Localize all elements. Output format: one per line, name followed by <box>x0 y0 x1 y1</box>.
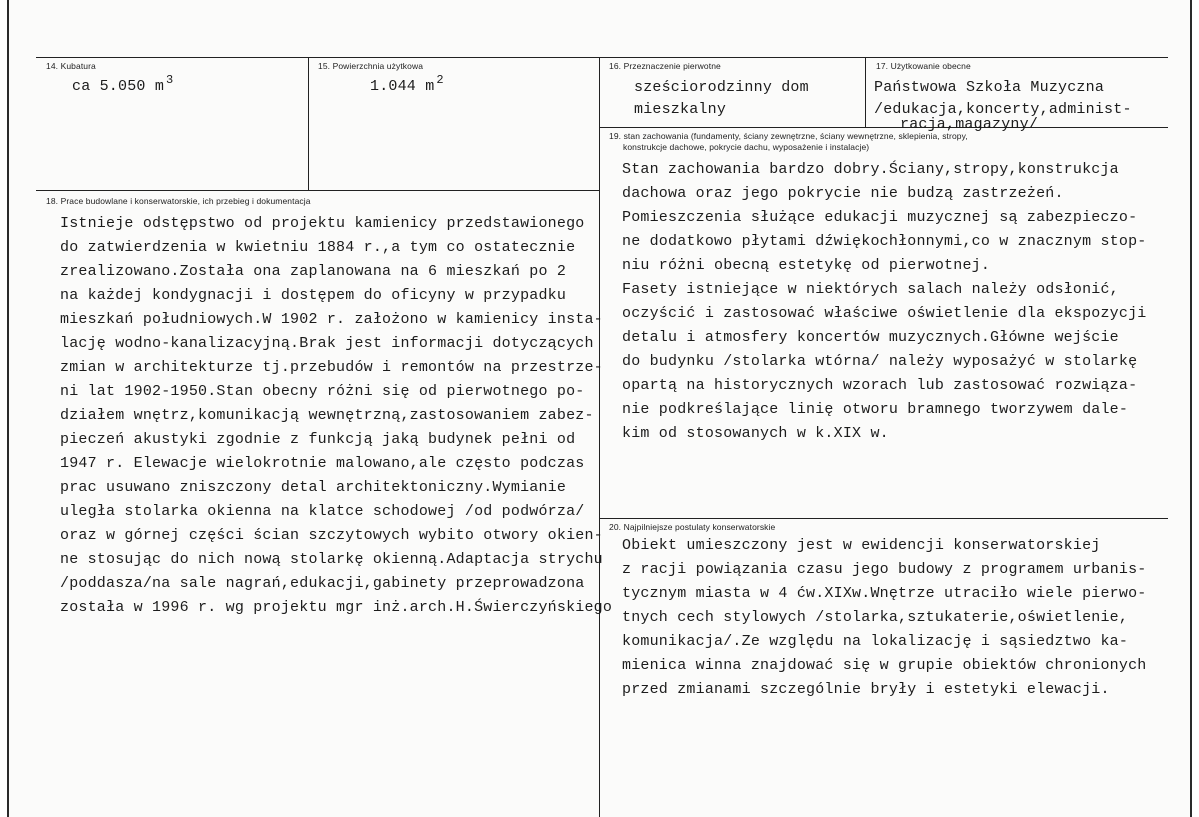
rule-above-20 <box>599 518 1168 519</box>
field-18-line: działem wnętrz,komunikacją wewnętrzną,zastosowaniem zabez- <box>60 407 594 424</box>
field-19-line: niu różni obecną estetykę od pierwotnej. <box>622 257 991 274</box>
field-16-line: sześciorodzinny dom <box>634 79 809 96</box>
field-18-line: zrealizowano.Została ona zaplanowana na 6 mieszkań po 2 <box>60 263 567 280</box>
field-18-line: lację wodno-kanalizacyjną.Brak jest informacji dotyczących <box>60 335 594 352</box>
top-rule <box>36 57 1168 58</box>
field-17-label: 17. Użytkowanie obecne <box>876 61 971 71</box>
field-15-number: 1.044 m <box>370 78 435 95</box>
field-16-label: 16. Przeznaczenie pierwotne <box>609 61 721 71</box>
field-18-line: uległa stolarka okienna na klatce schodowej /od podwórza/ <box>60 503 585 520</box>
field-20-line: tnych cech stylowych /stolarka,sztukaterie,oświetlenie, <box>622 609 1129 626</box>
field-18-line: mieszkań południowych.W 1902 r. założono w kamienicy insta- <box>60 311 603 328</box>
field-19-line: oczyścić i zastosować właściwe oświetlenie dla ekspozycji <box>622 305 1147 322</box>
field-18-line: pieczeń akustyki zgodnie z funkcją jaką budynek pełni od <box>60 431 576 448</box>
field-18-label: 18. Prace budowlane i konserwatorskie, ich przebieg i dokumentacja <box>46 196 311 206</box>
field-20-label: 20. Najpilniejsze postulaty konserwatorskie <box>609 522 776 532</box>
field-20-line: Obiekt umieszczony jest w ewidencji konserwatorskiej <box>622 537 1101 554</box>
field-17-line: racja,magazyny/ <box>900 116 1039 133</box>
field-15-unit-sup: 2 <box>436 73 444 87</box>
field-20-line: z racji powiązania czasu jego budowy z programem urbanis- <box>622 561 1147 578</box>
divider-16-17 <box>865 57 866 127</box>
field-20-line: tycznym miasta w 4 ćw.XIXw.Wnętrze utraciło wiele pierwo- <box>622 585 1147 602</box>
field-18-line: Istnieje odstępstwo od projektu kamienicy przedstawionego <box>60 215 585 232</box>
field-19-line: detalu i atmosfery koncertów muzycznych.Główne wejście <box>622 329 1119 346</box>
field-19-line: ne dodatkowo płytami dźwiękochłonnymi,co w znacznym stop- <box>622 233 1147 250</box>
divider-15-16 <box>599 57 600 817</box>
field-16-line: mieszkalny <box>634 101 727 118</box>
field-20-line: komunikacja/.Ze względu na lokalizację i sąsiedztwo ka- <box>622 633 1129 650</box>
field-18-line: na każdej kondygnacji i dostępem do oficyny w przypadku <box>60 287 567 304</box>
field-14-value <box>72 73 174 95</box>
divider-14-15 <box>308 57 309 190</box>
field-18-line: oraz w górnej części ścian szczytowych wybito otwory okien- <box>60 527 603 544</box>
field-18-line: zmian w architekturze tj.przebudów i remontów na przestrze- <box>60 359 603 376</box>
field-15-label: 15. Powierzchnia użytkowa <box>318 61 424 71</box>
field-18-line: 1947 r. Elewacje wielokrotnie malowano,ale często podczas <box>60 455 585 472</box>
field-18-line: do zatwierdzenia w kwietniu 1884 r.,a tym co ostatecznie <box>60 239 576 256</box>
field-17-line: Państwowa Szkoła Muzyczna <box>874 79 1105 96</box>
rule-above-18 <box>36 190 599 191</box>
field-19-line: Fasety istniejące w niektórych salach należy odsłonić, <box>622 281 1119 298</box>
field-19-line: do budynku /stolarka wtórna/ należy wyposażyć w stolarkę <box>622 353 1138 370</box>
field-19-line: Stan zachowania bardzo dobry.Ściany,stropy,konstrukcja <box>622 161 1119 178</box>
field-18-line: ne stosując do nich nową stolarkę okienną.Adaptacja strychu <box>60 551 603 568</box>
field-19-line: kim od stosowanych w k.XIX w. <box>622 425 889 442</box>
field-18-line: /poddasza/na sale nagrań,edukacji,gabinety przeprowadzona <box>60 575 585 592</box>
field-18-line: prac usuwano zniszczony detal architektoniczny.Wymianie <box>60 479 567 496</box>
field-19-line: dachowa oraz jego pokrycie nie budzą zastrzeżeń. <box>622 185 1064 202</box>
field-14-unit-sup: 3 <box>166 73 174 87</box>
rule-above-19 <box>599 127 1168 128</box>
field-14-label: 14. Kubatura <box>46 61 96 71</box>
field-20-line: przed zmianami szczególnie bryły i estetyki elewacji. <box>622 681 1110 698</box>
field-18-line: ni lat 1902-1950.Stan obecny różni się od pierwotnego po- <box>60 383 585 400</box>
field-17-line: /edukacja,koncerty,administ- <box>874 101 1132 118</box>
field-19-label: 19. stan zachowania (fundamenty, ściany zewnętrzne, ściany wewnętrzne, sklepienia, stropy, <box>609 131 968 141</box>
field-19-label: konstrukcje dachowe, pokrycie dachu, wyposażenie i instalacje) <box>623 142 870 152</box>
field-15-value <box>370 73 444 95</box>
field-20-line: mienica winna znajdować się w grupie obiektów chronionych <box>622 657 1147 674</box>
field-18-line: została w 1996 r. wg projektu mgr inż.arch.H.Świerczyńskiego <box>60 599 613 616</box>
field-14-number: ca 5.050 m <box>72 78 165 95</box>
field-19-line: opartą na historycznych wzorach lub zastosować rozwiąza- <box>622 377 1138 394</box>
field-19-line: Pomieszczenia służące edukacji muzycznej są zabezpieczo- <box>622 209 1138 226</box>
field-19-line: nie podkreślające linię otworu bramnego tworzywem dale- <box>622 401 1129 418</box>
